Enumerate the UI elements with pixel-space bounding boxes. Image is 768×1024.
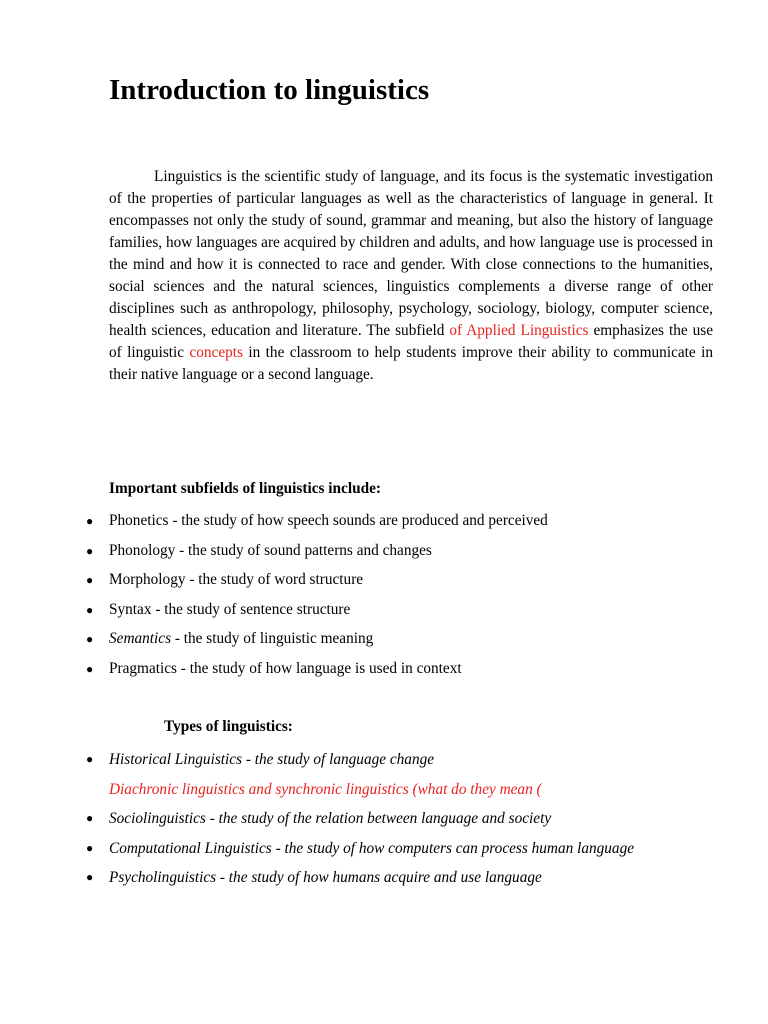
bullet-icon: ● xyxy=(86,840,94,855)
subfield-desc: - the study of linguistic meaning xyxy=(171,630,374,648)
subfield-term: Syntax xyxy=(109,600,152,618)
bullet-icon: ● xyxy=(86,602,94,617)
subfield-term: Pragmatics xyxy=(109,659,177,677)
list-item xyxy=(0,863,712,893)
bullet-icon: ● xyxy=(86,811,94,825)
intro-highlight-applied-linguistics: of Applied Linguistics xyxy=(449,322,589,339)
subfield-term: Morphology xyxy=(109,571,186,589)
page-title: Introduction to linguistics xyxy=(109,74,430,106)
list-item xyxy=(0,540,548,570)
subfield-term: Phonetics xyxy=(109,512,169,529)
type-item-text: Computational Linguistics - the study of how computers can process human language xyxy=(109,839,635,857)
type-item-text: Historical Linguistics - the study of language change xyxy=(109,751,435,768)
type-item-text: Psycholinguistics - the study of how humans acquire and use language xyxy=(109,869,542,886)
intro-text-c: in the classroom to help students improve their ability to communicate in their native language or a second language. xyxy=(109,344,713,383)
bullet-icon: ● xyxy=(86,752,94,766)
list-item xyxy=(0,599,548,629)
bullet-icon: ● xyxy=(86,870,94,884)
types-heading: Types of linguistics: xyxy=(164,718,293,735)
subfield-term: Semantics xyxy=(109,630,172,648)
list-item xyxy=(0,834,712,864)
bullet-icon: ● xyxy=(86,632,94,647)
subfield-desc: - the study of how language is used in context xyxy=(176,659,462,677)
type-item-text: Diachronic linguistics and synchronic linguistics (what do they mean ( xyxy=(109,780,542,798)
intro-paragraph xyxy=(109,166,713,386)
bullet-icon: ● xyxy=(86,573,94,588)
type-item-text: Sociolinguistics - the study of the relation between language and society xyxy=(109,810,552,827)
subfields-list xyxy=(0,510,548,688)
bullet-icon: ● xyxy=(86,543,94,558)
subfield-desc: - the study of how speech sounds are produced and perceived xyxy=(168,512,548,529)
intro-text-b: emphasizes the use of linguistic xyxy=(109,322,713,361)
list-item xyxy=(0,569,548,599)
list-item xyxy=(0,804,712,834)
subfields-heading: Important subfields of linguistics include: xyxy=(109,480,381,497)
subfield-desc: - the study of word structure xyxy=(185,571,364,589)
list-item xyxy=(0,628,548,658)
list-item-note xyxy=(0,775,712,805)
subfield-desc: - the study of sound patterns and changes xyxy=(175,541,432,559)
bullet-icon: ● xyxy=(86,514,94,528)
intro-highlight-concepts: concepts xyxy=(189,344,243,361)
subfield-term: Phonology xyxy=(109,541,176,559)
types-list xyxy=(0,745,712,893)
list-item xyxy=(0,658,548,688)
list-item xyxy=(0,745,712,775)
list-item xyxy=(0,510,548,540)
bullet-icon: ● xyxy=(86,661,94,676)
subfield-desc: - the study of sentence structure xyxy=(151,600,351,618)
intro-text-a: Linguistics is the scientific study of language, and its focus is the systematic investigation of the properties of particular languages as well as the characteristics of language in general. It encompasses not only the study of sound, grammar and meaning, but also the history of language families, how languages are acquired by children and adults, and how language use is processed in the mind and how it is connected to race and gender. With close connections to the humanities, social sciences and the natural sciences, linguistics complements a diverse range of other disciplines such as anthropology, philosophy, psychology, sociology, biology, computer science, health sciences, education and literature. The subfield xyxy=(109,168,713,339)
